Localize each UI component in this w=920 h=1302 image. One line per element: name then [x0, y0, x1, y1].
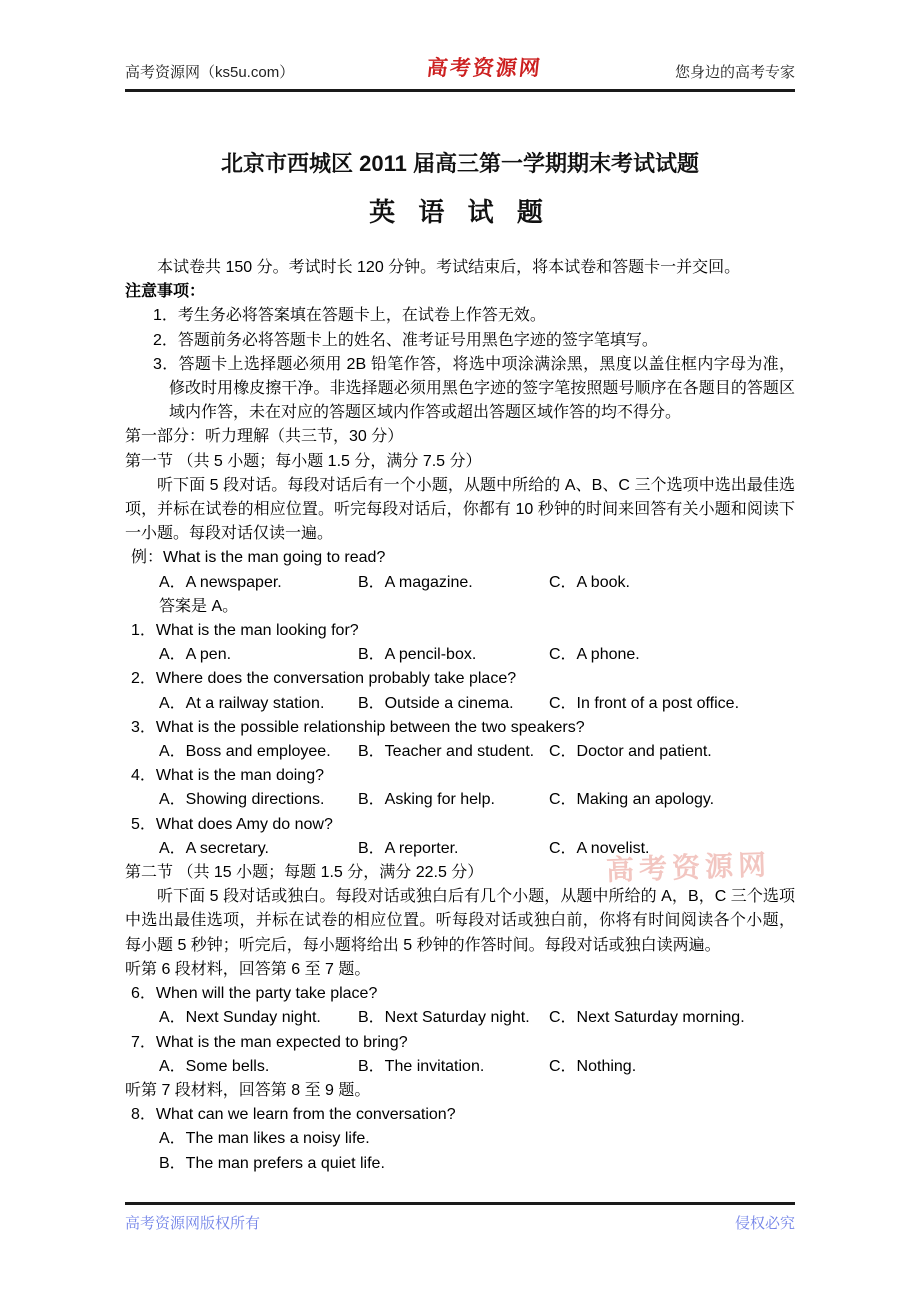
example-option-b: B．A magazine.	[358, 573, 473, 591]
question-1-option-a: A．A pen.	[159, 646, 232, 664]
example-question: 例：What is the man going to read?	[131, 549, 386, 567]
question-2-option-c: C．In front of a post office.	[549, 694, 740, 712]
question-7-option-c: C．Nothing.	[549, 1057, 637, 1075]
question-6-option-b: B．Next Saturday night.	[358, 1009, 530, 1027]
question-7-option-b: B．The invitation.	[358, 1057, 485, 1075]
example-option-a: A．A newspaper.	[159, 573, 282, 591]
section2-instructions: 听下面 5 段对话或独白。每段对话或独白后有几个小题，从题中所给的 A，B，C 三个选项中选出最佳选项，并标在试卷的相应位置。听每段对话或独白前，你将有时间阅读各个小题，每小题 5 秒钟；听完后，每小题将给出 5 秒钟的作答时间。每段对话或独白读两遍。	[125, 888, 795, 954]
header-site-name: 高考资源网（ks5u.com）	[125, 64, 295, 81]
question-5-option-b: B．A reporter.	[358, 839, 459, 857]
question-5-option-c: C．A novelist.	[549, 839, 650, 857]
notice-item-2: 2．答题前务必将答题卡上的姓名、准考证号用黑色字迹的签字笔填写。	[153, 331, 658, 349]
question-6-options-row	[125, 1006, 795, 1030]
question-4-option-c: C．Making an apology.	[549, 791, 715, 809]
question-5-option-a: A．A secretary.	[159, 839, 269, 857]
question-3-option-c: C．Doctor and patient.	[549, 743, 712, 761]
footer-warning: 侵权必究	[734, 1215, 795, 1232]
part1-heading: 第一部分：听力理解（共三节，30 分）	[125, 428, 404, 446]
header-slogan: 您身边的高考专家	[674, 64, 795, 81]
page-header	[125, 0, 795, 92]
notice-item-3: 3．答题卡上选择题必须用 2B 铅笔作答，将选中项涂满涂黑，黑度以盖住框内字母为准，修改时用橡皮擦干净。非选择题必须用黑色字迹的签字笔按照题号顺序在各题目的答题区域内作答，未在对应的答题区域内作答或超出答题区域作答的均不得分。	[153, 355, 795, 422]
example-options-row	[125, 571, 795, 595]
question-8: 8．What can we learn from the conversation?	[131, 1106, 456, 1124]
question-2: 2．Where does the conversation probably take place?	[131, 670, 517, 688]
notice-item-1: 1．考生务必将答案填在答题卡上，在试卷上作答无效。	[153, 307, 546, 325]
notices-heading: 注意事项：	[125, 283, 206, 301]
question-7-option-a: A．Some bells.	[159, 1057, 270, 1075]
question-8-option-a: A．The man likes a noisy life.	[159, 1130, 370, 1148]
question-5: 5．What does Amy do now?	[131, 815, 333, 833]
example-option-c: C．A book.	[549, 573, 630, 591]
question-5-options-row	[125, 837, 795, 861]
question-4-options-row	[125, 788, 795, 812]
page-footer	[125, 1202, 795, 1233]
subject-title: 英 语 试 题	[369, 197, 551, 227]
material-6-line: 听第 6 段材料，回答第 6 至 7 题。	[125, 960, 371, 978]
exam-body	[125, 256, 795, 1176]
question-1: 1．What is the man looking for?	[131, 622, 359, 640]
question-7-options-row	[125, 1055, 795, 1079]
question-6: 6．When will the party take place?	[131, 985, 378, 1003]
section1-instructions: 听下面 5 段对话。每段对话后有一个小题，从题中所给的 A、B、C 三个选项中选出最佳选项，并标在试卷的相应位置。听完每段对话后，你都有 10 秒钟的时间来回答有关小题和阅读下一小题。每段对话仅读一遍。	[125, 476, 795, 543]
question-4-option-a: A．Showing directions.	[159, 791, 325, 809]
question-2-option-b: B．Outside a cinema.	[358, 694, 514, 712]
exam-title: 北京市西城区 2011 届高三第一学期期末考试试题	[221, 151, 699, 176]
ks5u-watermark: 高考资源网	[605, 849, 772, 886]
question-1-option-b: B．A pencil-box.	[358, 646, 477, 664]
question-3-option-a: A．Boss and employee.	[159, 743, 331, 761]
question-3: 3．What is the possible relationship between the two speakers?	[131, 718, 585, 736]
footer-copyright: 高考资源网版权所有	[125, 1215, 261, 1232]
example-answer: 答案是 A。	[159, 597, 239, 615]
question-6-option-c: C．Next Saturday morning.	[549, 1009, 745, 1027]
question-2-option-a: A．At a railway station.	[159, 694, 325, 712]
question-4-option-b: B．Asking for help.	[358, 791, 495, 809]
question-1-options-row	[125, 643, 795, 667]
question-3-option-b: B．Teacher and student.	[358, 743, 535, 761]
section2-heading: 第二节 （共 15 小题；每题 1.5 分，满分 22.5 分）	[125, 864, 484, 882]
ks5u-logo: 高考资源网	[425, 57, 544, 80]
question-4: 4．What is the man doing?	[131, 767, 324, 785]
question-7: 7．What is the man expected to bring?	[131, 1033, 408, 1051]
question-6-option-a: A．Next Sunday night.	[159, 1009, 321, 1027]
section1-heading: 第一节 （共 5 小题；每小题 1.5 分，满分 7.5 分）	[125, 452, 482, 470]
question-8-option-b: B．The man prefers a quiet life.	[159, 1154, 385, 1172]
question-3-options-row	[125, 740, 795, 764]
question-1-option-c: C．A phone.	[549, 646, 640, 664]
material-7-line: 听第 7 段材料，回答第 8 至 9 题。	[125, 1081, 371, 1099]
question-2-options-row	[125, 692, 795, 716]
intro-summary: 本试卷共 150 分。考试时长 120 分钟。考试结束后，将本试卷和答题卡一并交回。	[157, 259, 741, 276]
